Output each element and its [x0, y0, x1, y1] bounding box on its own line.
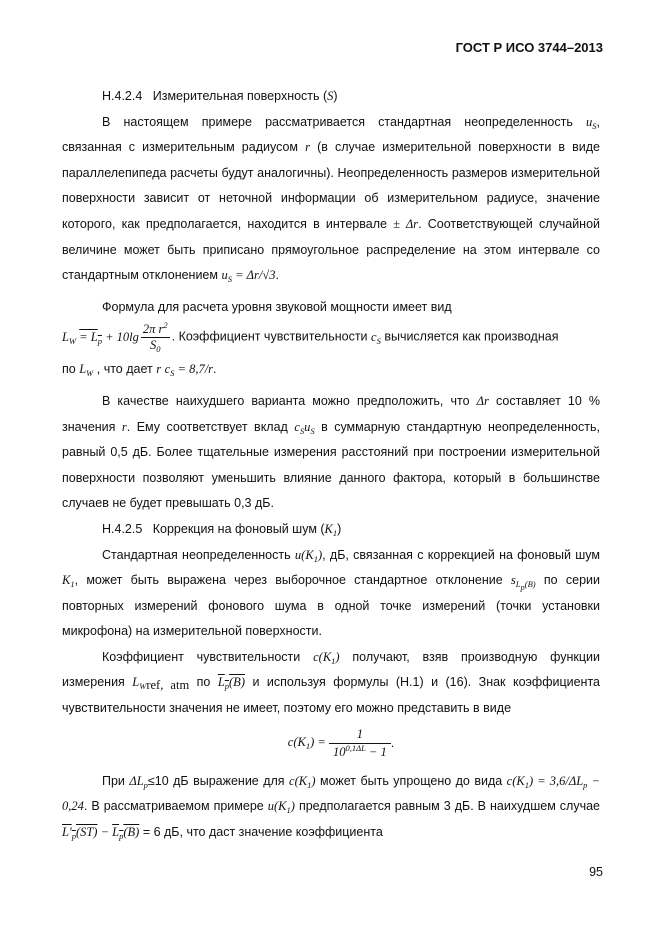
text-run: ≤10 дБ выражение для: [147, 773, 285, 788]
symbol-r: r: [156, 362, 162, 377]
page-number: 95: [589, 865, 603, 879]
paragraph-background-noise: [62, 543, 600, 645]
symbol-LW-ref-atm: $L_{Wref, atm}$: [132, 675, 190, 693]
text-run: по: [196, 675, 211, 690]
text-run: вычисляется как производная: [384, 329, 559, 344]
symbol-uK1: $u(K_1)$: [267, 799, 295, 816]
section-title: Измерительная поверхность (: [152, 89, 328, 103]
symbol-dLp: $\Delta L_p$: [129, 773, 148, 790]
symbol-S: S: [327, 89, 334, 103]
symbol-cK1: $c(K_1)$: [313, 649, 340, 666]
symbol-cS: $c_S$: [371, 329, 381, 346]
symbol-cK1: $c(K_1)$: [289, 773, 316, 790]
paragraph-formula: [62, 295, 600, 321]
formula-uS: $u_S = \Delta r/√3$: [221, 268, 276, 285]
symbol-r: r: [121, 419, 127, 434]
text-run: В качестве наихудшего варианта можно предположить, что: [102, 393, 470, 408]
section-heading-h424: [62, 84, 600, 110]
symbol-r: r: [305, 140, 310, 155]
text-run: .: [213, 362, 217, 377]
symbol-cSuS: $c_Su_S$: [294, 419, 315, 436]
text-run: составляет 10 % значения: [62, 393, 601, 434]
text-run: , что дает: [96, 362, 153, 377]
text-run: , дБ, связанная с коррекцией на фоновый шум: [322, 547, 600, 562]
text-run: может быть упрощено до вида: [319, 773, 503, 788]
paragraph-formula-cont: [62, 322, 600, 353]
text-run: Коэффициент чувствительности: [102, 649, 301, 664]
section-number: Н.4.2.4: [102, 89, 143, 103]
section-title-close: ): [333, 89, 338, 103]
section-title: Коррекция на фоновый шум (: [152, 521, 325, 536]
text-run: Стандартная неопределенность: [102, 547, 291, 562]
text-run: , связанная с измерительным радиусом: [62, 114, 600, 155]
text-run: в суммарную стандартную неопределенность, равный 0,5 дБ. Более тщательные измерения расстояний при построении измерительной поверхности позволяют уменьшить влияние данного фактора, который в большинстве случаев не будет превышать 0,3 дБ.: [62, 419, 600, 511]
formula-cS: $c_S = 8,7/r$: [164, 362, 214, 379]
symbol-uS: $u_S$: [586, 114, 597, 131]
text-run: . Ему соответствует вклад: [126, 419, 288, 434]
text-run: При: [102, 773, 125, 788]
formula-Lp-difference: $L'_p(ST) - L_p(B)$: [62, 824, 140, 841]
symbol-dr: Δr: [476, 393, 489, 408]
paragraph-worst-case: [62, 389, 600, 517]
text-run: и используя формулы (Н.1) и (16). Знак коэффициента чувствительности значения не имеет, поэтому его можно представить в виде: [62, 675, 600, 716]
text-run: . Коэффициент чувствительности: [171, 329, 368, 344]
text-run: получают, взяв производную функции измерения: [62, 649, 601, 690]
text-run: по серии повторных измерений фонового шума в одной точке измерений (точки установки микрофона) на измерительной поверхности.: [62, 573, 600, 639]
text-run: по: [62, 362, 76, 377]
paragraph-sensitivity: [62, 645, 600, 722]
section-heading-h425: Н.4.2.5 Коррекция на фоновый шум $(K_1)$: [102, 521, 342, 538]
symbol-sLpB: $s_{L_p(B)}$: [510, 573, 536, 593]
text-run: = 6 дБ, что даст значение коэффициента: [142, 824, 383, 839]
paragraph-measurement-surface: [62, 110, 600, 289]
document-standard-header: ГОСТ Р ИСО 3744–2013: [455, 40, 603, 55]
text-run: В настоящем примере рассматривается стандартная неопределенность: [102, 114, 573, 129]
text-run: Формула для расчета уровня звуковой мощности имеет вид: [102, 299, 452, 314]
page-body: [62, 84, 600, 845]
paragraph-derivative: [62, 357, 600, 383]
symbol-LW: $L_W$: [79, 362, 94, 379]
section-number: Н.4.2.5: [102, 521, 143, 536]
symbol-pm-dr: ± Δr: [393, 216, 419, 231]
symbol-K1: $K_1$: [62, 573, 75, 590]
text-run: предполагается равным 3 дБ. В наихудшем случае: [298, 799, 601, 814]
symbol-uK1: $u(K_1)$: [294, 547, 323, 564]
formula-c-simplified: $c(K_1) = 3,6/\Delta L_p - 0,24$: [62, 773, 600, 814]
formula-cK1: $c(K_1)$ = $\frac{1}{10^{0,1\Delta L} - 1}$ .: [287, 726, 395, 759]
formula-LW: $L_W = L_p + 10\lg$ $\frac{2\pi r^2}{S_0}$: [62, 320, 168, 355]
text-run: . В рассматриваемом примере: [83, 799, 264, 814]
symbol-LpB: $L_p(B)$: [217, 675, 245, 692]
text-run: .: [275, 268, 279, 283]
text-run: , может быть выражена через выборочное стандартное отклонение: [74, 573, 503, 588]
fraction: $\frac{1}{10^{0,1\Delta L} - 1}$: [329, 726, 391, 761]
symbol-K1: $K_1$: [324, 521, 338, 538]
text-run: . Соответствующей случайной величине может быть приписано прямоугольное распределение на этом интервале со стандартным отклонением: [62, 216, 601, 283]
paragraph-simplification: [62, 769, 600, 846]
text-run: (в случае измерительной поверхности в виде параллелепипеда расчеты будут аналогичны). Неопределенность размеров измерительной поверхности зависит от неточной информации об измерительном радиусе, значение которого, как предполагается, находится в интервале: [62, 140, 600, 231]
